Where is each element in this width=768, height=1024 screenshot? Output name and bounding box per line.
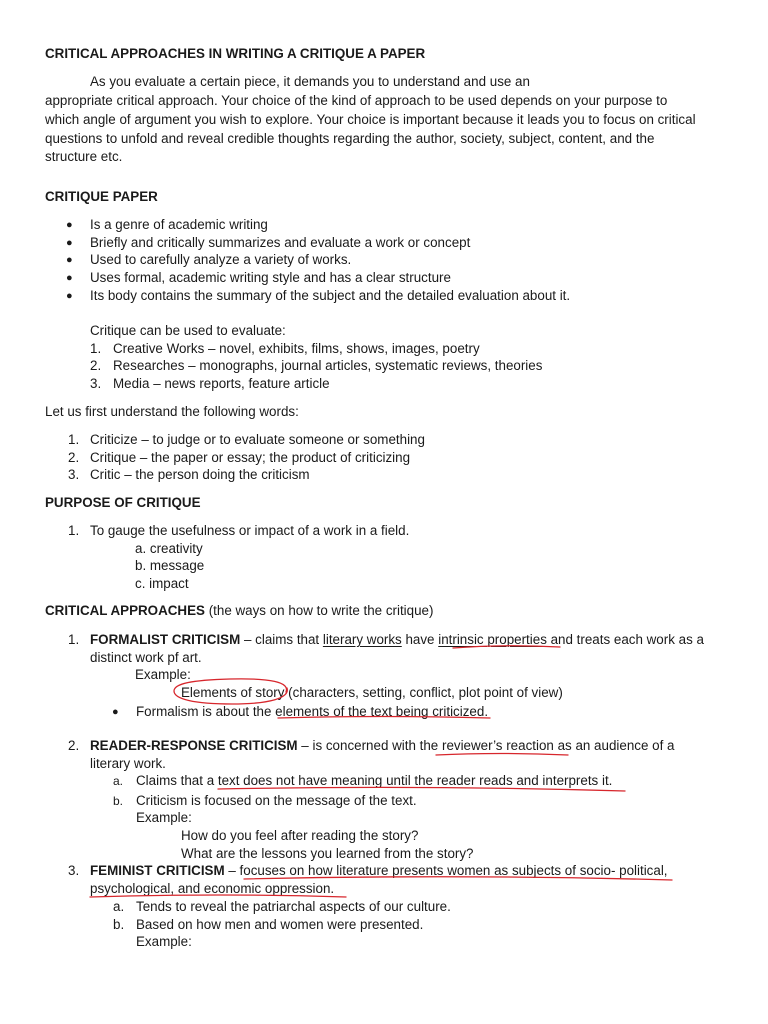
evaluate-intro: Critique can be used to evaluate: <box>90 323 286 338</box>
bullet-glyph: ● <box>66 254 73 266</box>
list-item: Is a genre of academic writing <box>90 217 268 232</box>
list-number: 2. <box>90 358 102 373</box>
list-number: 1. <box>90 341 102 356</box>
formalist-line-2: distinct work pf art. <box>90 650 202 665</box>
underlined-term: intrinsic properties <box>438 632 547 647</box>
bullet-glyph: ● <box>66 290 73 302</box>
list-item: Critique – the paper or essay; the product of criticizing <box>90 450 411 465</box>
list-number: 2. <box>68 450 80 465</box>
example-label: Example: <box>136 934 192 949</box>
reader-line-2: literary work. <box>90 756 166 771</box>
example-question: What are the lessons you learned from the story? <box>181 846 474 861</box>
list-letter: a. <box>113 774 124 788</box>
list-letter: a. <box>113 899 125 914</box>
text-run: and treats each work as a <box>546 632 704 647</box>
list-item: Tends to reveal the patriarchal aspects of our culture. <box>136 899 451 914</box>
bullet-glyph: ● <box>112 706 119 718</box>
list-number: 3. <box>68 863 80 878</box>
list-item: Based on how men and women were presented. <box>136 917 424 932</box>
list-item: Claims that a text does not have meaning until the reader reads and interprets it. <box>136 773 613 788</box>
approaches-heading-bold: CRITICAL APPROACHES <box>45 603 205 618</box>
list-item: Researches – monographs, journal articles, systematic reviews, theories <box>113 358 543 373</box>
list-item: Critic – the person doing the criticism <box>90 467 310 482</box>
reader-line <box>90 737 674 755</box>
example-label: Example: <box>136 810 192 825</box>
list-number: 1. <box>68 523 80 538</box>
text-run: have <box>401 632 439 647</box>
text-run: (characters, setting, conflict, plot point of view) <box>284 685 563 700</box>
list-number: 3. <box>68 467 80 482</box>
list-item: Criticism is focused on the message of the text. <box>136 793 417 808</box>
list-letter: b. <box>113 794 124 808</box>
intro-line: questions to unfold and reveal credible thoughts regarding the author, society, subject, content, and the <box>45 131 655 146</box>
list-item: Uses formal, academic writing style and has a clear structure <box>90 270 451 285</box>
list-item: Briefly and critically summarizes and evaluate a work or concept <box>90 235 471 250</box>
bullet-glyph: ● <box>66 237 73 249</box>
text-run: – is concerned with the reviewer’s reaction as an audience of a <box>297 738 675 753</box>
underlined-term: literary works <box>322 632 402 647</box>
sub-item: a. creativity <box>135 541 203 556</box>
list-item: To gauge the usefulness or impact of a work in a field. <box>90 523 410 538</box>
text-run: – focuses on how literature presents women as subjects of socio- political, <box>224 863 668 878</box>
reader-name: READER-RESPONSE CRITICISM <box>90 738 298 753</box>
formalist-bullet: Formalism is about the elements of the text being criticized. <box>136 704 489 719</box>
list-number: 3. <box>90 376 102 391</box>
list-item: Media – news reports, feature article <box>113 376 330 391</box>
text-run: – claims that <box>240 632 323 647</box>
intro-line: As you evaluate a certain piece, it demands you to understand and use an <box>90 74 530 89</box>
list-item: Creative Works – novel, exhibits, films, shows, images, poetry <box>113 341 480 356</box>
example-question: How do you feel after reading the story? <box>181 828 419 843</box>
document-title: CRITICAL APPROACHES IN WRITING A CRITIQUE A PAPER <box>45 46 426 61</box>
formalist-name: FORMALIST CRITICISM <box>90 632 241 647</box>
feminist-line <box>90 862 668 880</box>
list-item: Criticize – to judge or to evaluate someone or something <box>90 432 425 447</box>
feminist-name: FEMINIST CRITICISM <box>90 863 225 878</box>
example-label: Example: <box>135 667 191 682</box>
list-item: Used to carefully analyze a variety of works. <box>90 252 352 267</box>
words-intro: Let us first understand the following words: <box>45 404 299 419</box>
intro-line: structure etc. <box>45 149 123 164</box>
formalist-line <box>90 631 704 649</box>
circled-term: Elements of story <box>181 685 285 700</box>
feminist-line-2: psychological, and economic oppression. <box>90 881 335 896</box>
critique-paper-heading: CRITIQUE PAPER <box>45 189 158 204</box>
list-item: Its body contains the summary of the subject and the detailed evaluation about it. <box>90 288 571 303</box>
intro-line: which angle of argument you wish to explore. Your choice is important because it leads you to focus on critical <box>45 112 696 127</box>
elements-line <box>181 684 563 702</box>
purpose-heading: PURPOSE OF CRITIQUE <box>45 495 201 510</box>
list-number: 2. <box>68 738 80 753</box>
bullet-glyph: ● <box>66 272 73 284</box>
intro-line: appropriate critical approach. Your choice of the kind of approach to be used depends on your purpose to <box>45 93 668 108</box>
sub-item: c. impact <box>135 576 189 591</box>
approaches-heading <box>45 602 433 620</box>
approaches-heading-rest: (the ways on how to write the critique) <box>204 603 434 618</box>
list-number: 1. <box>68 432 80 447</box>
sub-item: b. message <box>135 558 205 573</box>
list-letter: b. <box>113 917 125 932</box>
list-number: 1. <box>68 632 80 647</box>
bullet-glyph: ● <box>66 219 73 231</box>
